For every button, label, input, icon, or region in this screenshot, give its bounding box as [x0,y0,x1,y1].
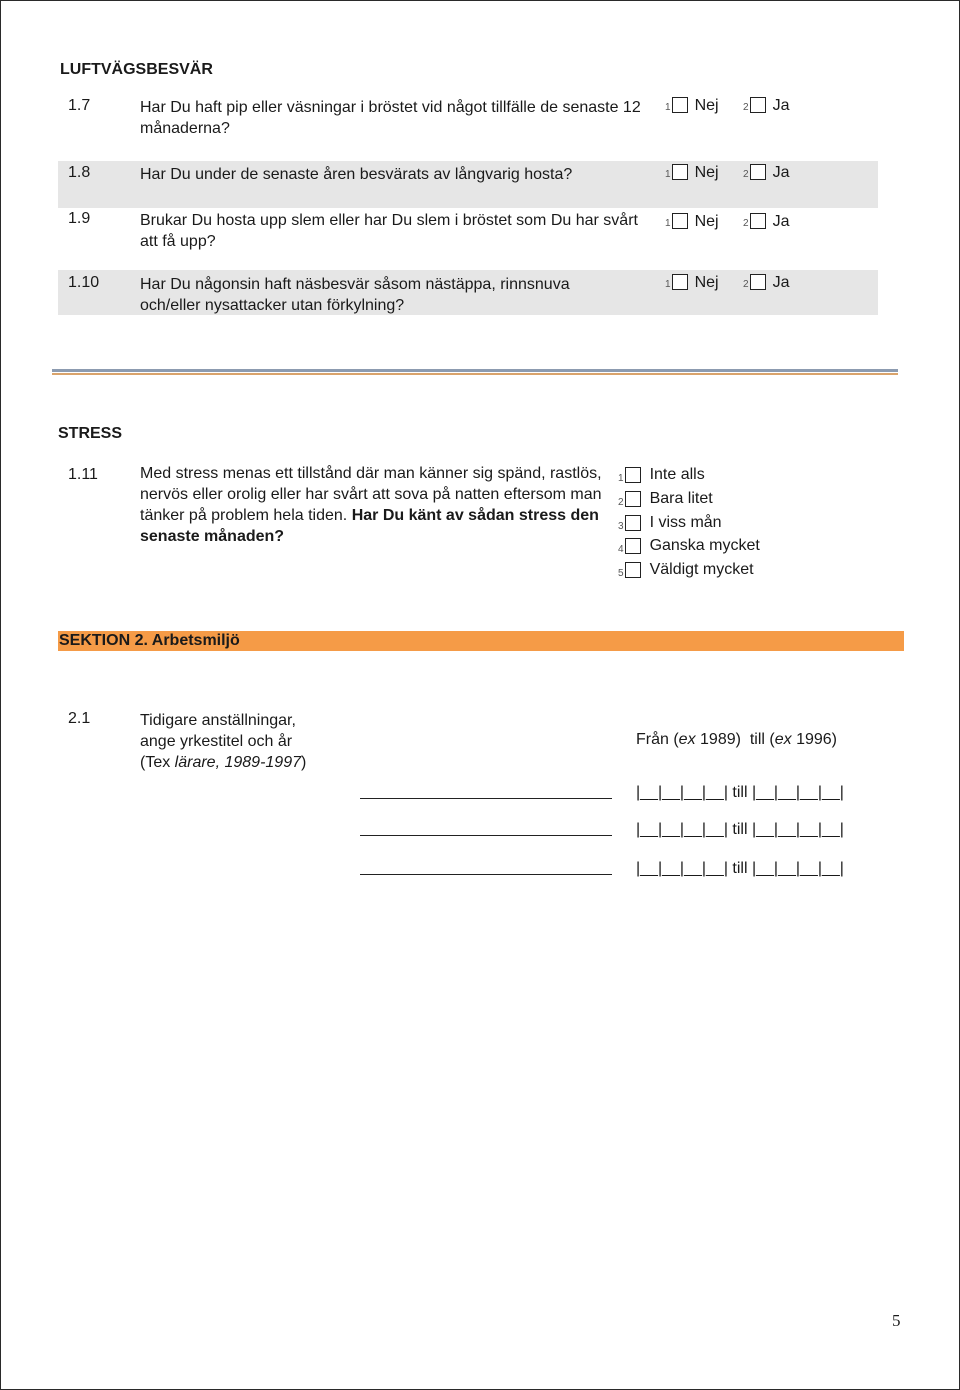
section-divider [52,369,898,372]
checkbox[interactable] [672,274,688,290]
option-number: 1 [665,218,671,229]
checkbox[interactable] [625,562,641,578]
section-title-bar: SEKTION 2. Arbetsmiljö [58,631,904,651]
option-number: 2 [618,497,624,508]
checkbox[interactable] [672,97,688,113]
question-text: Har Du haft pip eller väsningar i bröstet vid något tillfälle de senaste 12 månaderna? [140,99,641,137]
checkbox[interactable] [672,164,688,180]
option-label: I viss mån [649,514,722,531]
option-nej[interactable] [665,274,719,292]
example-italic: lärare, 1989-1997 [174,754,301,771]
option-number: 5 [618,568,624,579]
option-number: 2 [743,102,749,113]
employment-question-line2: ange yrkestitel och år [140,733,293,750]
stress-question-body: Med stress menas ett tillstånd där man känner sig spänd, rastlös, nervös eller orolig eller har svårt att sova på natten eftersom man tänker på problem hela tiden. [140,465,602,524]
from-label: Från ( [636,731,679,748]
option-label: Bara litet [649,490,713,507]
employment-question-line1: Tidigare anställningar, [140,712,296,729]
option-number: 1 [665,279,671,290]
option-label: Nej [694,213,719,230]
question-text: Brukar Du hosta upp slem eller har Du slem i bröstet som Du har svårt att få upp? [140,212,638,250]
option-nej[interactable] [665,97,719,115]
option-label: Ja [772,97,790,114]
option-ja[interactable] [743,164,789,182]
option-number: 4 [618,544,624,555]
option-number: 2 [743,218,749,229]
option-ja[interactable] [743,97,789,115]
option-number: 1 [618,473,624,484]
option-label: Nej [694,274,719,291]
option-label: Nej [694,164,719,181]
option-nej[interactable] [665,164,719,182]
checkbox[interactable] [625,538,641,554]
option-number: 1 [665,169,671,180]
option-label: Ja [772,274,790,291]
option-number: 2 [743,279,749,290]
stress-question-bold: Har Du känt av sådan stress den senaste månaden? [140,507,599,545]
question-row [58,94,878,142]
checkbox[interactable] [672,213,688,229]
checkbox[interactable] [750,164,766,180]
question-number: 1.7 [68,97,91,114]
section-heading-stress: STRESS [58,425,123,442]
question-number: 1.8 [68,164,91,181]
option-number: 3 [618,521,624,532]
checkbox[interactable] [750,97,766,113]
employment-question [140,710,306,773]
option-label: Ganska mycket [649,537,760,554]
question-row [58,270,878,315]
option-inte-alls[interactable] [618,466,705,484]
employment-question-line3 [140,752,306,773]
year-range-field[interactable]: |__|__|__|__| till |__|__|__|__| [636,821,844,838]
to-year: 1996) [791,731,837,748]
option-bara-litet[interactable] [618,490,713,508]
job-title-field[interactable] [360,835,612,836]
option-label: Ja [772,213,790,230]
stress-question-text [140,463,610,547]
to-ex: ex [774,731,792,748]
checkbox[interactable] [750,274,766,290]
section-divider-accent [52,373,898,375]
checkbox[interactable] [750,213,766,229]
section-heading-luftvag: LUFTVÄGSBESVÄR [60,61,213,78]
year-range-field[interactable]: |__|__|__|__| till |__|__|__|__| [636,860,844,877]
from-year: 1989) till ( [695,731,775,748]
from-ex: ex [678,731,696,748]
option-valdigt-mycket[interactable] [618,561,754,579]
year-format-hint [636,731,837,749]
question-row [58,161,878,208]
year-range-field[interactable]: |__|__|__|__| till |__|__|__|__| [636,784,844,801]
example-suffix: ) [300,754,307,771]
question-text: Har Du under de senaste åren besvärats av långvarig hosta? [140,166,573,183]
checkbox[interactable] [625,467,641,483]
question-number: 2.1 [68,710,91,727]
page-number: 5 [892,1311,901,1330]
option-i-viss-man[interactable] [618,514,722,532]
option-label: Väldigt mycket [649,561,754,578]
option-nej[interactable] [665,213,719,231]
option-ja[interactable] [743,213,789,231]
option-label: Inte alls [649,466,705,483]
question-number: 1.9 [68,210,91,227]
question-text: Har Du någonsin haft näsbesvär såsom nästäppa, rinnsnuva och/eller nysattacker utan förkylning? [140,276,570,314]
question-row [58,208,878,270]
job-title-field[interactable] [360,874,612,875]
option-label: Nej [694,97,719,114]
option-number: 2 [743,169,749,180]
checkbox[interactable] [625,515,641,531]
question-number: 1.10 [68,274,100,291]
checkbox[interactable] [625,491,641,507]
question-number: 1.11 [68,466,98,483]
option-label: Ja [772,164,790,181]
option-number: 1 [665,102,671,113]
option-ganska-mycket[interactable] [618,537,760,555]
job-title-field[interactable] [360,798,612,799]
option-ja[interactable] [743,274,789,292]
example-prefix: (Tex [140,754,175,771]
